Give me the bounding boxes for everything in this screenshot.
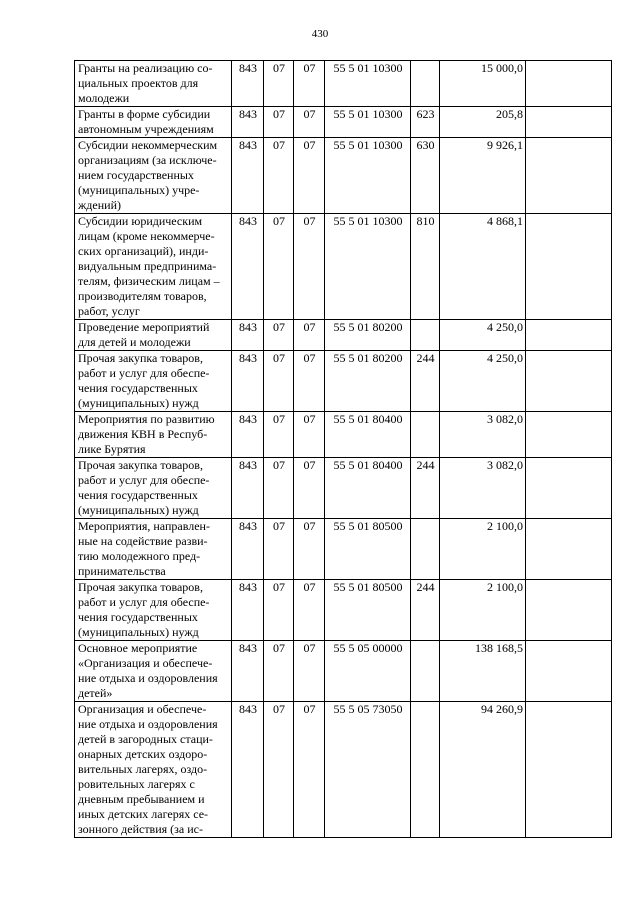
item-name-line: детей» [78,686,113,700]
table-body [75,61,612,838]
extra-cell [526,580,612,641]
target-article-cell: 55 5 05 73050 [325,702,411,838]
amount-cell: 9 926,1 [440,138,526,214]
target-article-cell: 55 5 01 80400 [325,458,411,519]
item-name-line: иных детских лагерях се- [78,807,209,821]
item-name-line: нием государственных [78,168,194,182]
extra-cell [526,320,612,351]
item-name-line: автономным учреждениям [78,122,214,136]
ministry-code-cell: 843 [232,138,264,214]
extra-cell [526,138,612,214]
item-name-line: (муниципальных) нужд [78,625,199,639]
item-name-line: Мероприятия, направлен- [78,519,210,533]
item-name-line: детей в загородных стаци- [78,732,213,746]
item-name-line: Гранты на реализацию со- [78,61,213,75]
extra-cell [526,702,612,838]
ministry-code-cell: 843 [232,61,264,107]
subsection-code-cell: 07 [294,214,325,320]
table-row [75,107,612,138]
item-name-cell [75,458,232,519]
subsection-code-cell: 07 [294,702,325,838]
extra-cell [526,107,612,138]
item-name-line: вительных лагерях, оздо- [78,762,208,776]
extra-cell [526,458,612,519]
ministry-code-cell: 843 [232,580,264,641]
section-code-cell: 07 [264,580,294,641]
subsection-code-cell: 07 [294,61,325,107]
amount-cell: 4 250,0 [440,320,526,351]
expense-type-cell: 630 [411,138,440,214]
item-name-cell [75,107,232,138]
item-name-line: производителям товаров, [78,289,207,303]
expense-type-cell [411,412,440,458]
section-code-cell: 07 [264,351,294,412]
item-name-line: Субсидии некоммерческим [78,138,218,152]
extra-cell [526,412,612,458]
amount-cell: 15 000,0 [440,61,526,107]
target-article-cell: 55 5 01 10300 [325,61,411,107]
expense-type-cell [411,320,440,351]
item-name-line: Прочая закупка товаров, [78,458,203,472]
item-name-line: Основное мероприятие [78,641,198,655]
subsection-code-cell: 07 [294,107,325,138]
section-code-cell: 07 [264,61,294,107]
table-row [75,702,612,838]
item-name-line: зонного действия (за ис- [78,822,203,836]
amount-cell: 138 168,5 [440,641,526,702]
budget-table [74,60,612,838]
item-name-line: ских организаций), инди- [78,244,209,258]
section-code-cell: 07 [264,412,294,458]
expense-type-cell [411,641,440,702]
amount-cell: 2 100,0 [440,580,526,641]
amount-cell: 3 082,0 [440,458,526,519]
amount-cell: 2 100,0 [440,519,526,580]
item-name-line: Гранты в форме субсидии [78,107,211,121]
target-article-cell: 55 5 01 80200 [325,320,411,351]
item-name-line: видуальным предпринима- [78,259,217,273]
expense-type-cell: 623 [411,107,440,138]
item-name-line: для детей и молодежи [78,335,191,349]
item-name-line: тию молодежного пред- [78,549,201,563]
subsection-code-cell: 07 [294,519,325,580]
subsection-code-cell: 07 [294,320,325,351]
item-name-cell [75,412,232,458]
expense-type-cell: 244 [411,351,440,412]
item-name-line: телям, физическим лицам – [78,274,220,288]
extra-cell [526,641,612,702]
item-name-line: Организация и обеспече- [78,702,207,716]
expense-type-cell: 810 [411,214,440,320]
table-row [75,320,612,351]
item-name-line: лицам (кроме некоммерче- [78,229,215,243]
item-name-cell [75,61,232,107]
expense-type-cell [411,61,440,107]
item-name-cell [75,641,232,702]
item-name-line: Субсидии юридическим [78,214,203,228]
item-name-line: «Организация и обеспече- [78,656,213,670]
item-name-line: ждений) [78,198,121,212]
ministry-code-cell: 843 [232,458,264,519]
target-article-cell: 55 5 01 80500 [325,580,411,641]
ministry-code-cell: 843 [232,351,264,412]
item-name-line: Проведение мероприятий [78,320,210,334]
extra-cell [526,61,612,107]
item-name-cell [75,580,232,641]
expense-type-cell: 244 [411,458,440,519]
item-name-line: чения государственных [78,610,198,624]
item-name-line: движения КВН в Респуб- [78,427,208,441]
ministry-code-cell: 843 [232,214,264,320]
subsection-code-cell: 07 [294,412,325,458]
table-row [75,458,612,519]
table-row [75,61,612,107]
amount-cell: 4 250,0 [440,351,526,412]
table-row [75,351,612,412]
subsection-code-cell: 07 [294,351,325,412]
item-name-line: (муниципальных) нужд [78,503,199,517]
item-name-line: дневным пребыванием и [78,792,205,806]
amount-cell: 94 260,9 [440,702,526,838]
item-name-line: организациям (за исключе- [78,153,217,167]
section-code-cell: 07 [264,519,294,580]
target-article-cell: 55 5 01 10300 [325,107,411,138]
section-code-cell: 07 [264,702,294,838]
item-name-line: чения государственных [78,488,198,502]
item-name-line: ные на содействие разви- [78,534,208,548]
ministry-code-cell: 843 [232,107,264,138]
amount-cell: 205,8 [440,107,526,138]
table-row [75,641,612,702]
expense-type-cell [411,519,440,580]
item-name-line: молодежи [78,91,130,105]
item-name-line: принимательства [78,564,166,578]
item-name-line: ние отдыха и оздоровления [78,671,218,685]
subsection-code-cell: 07 [294,458,325,519]
expense-type-cell [411,702,440,838]
item-name-line: онарных детских оздоро- [78,747,208,761]
item-name-line: работ и услуг для обеспе- [78,473,210,487]
item-name-line: лике Бурятия [78,442,146,456]
table-row [75,214,612,320]
item-name-line: работ и услуг для обеспе- [78,366,210,380]
item-name-line: (муниципальных) нужд [78,396,199,410]
ministry-code-cell: 843 [232,702,264,838]
expense-type-cell: 244 [411,580,440,641]
ministry-code-cell: 843 [232,320,264,351]
table-row [75,580,612,641]
amount-cell: 3 082,0 [440,412,526,458]
item-name-cell [75,214,232,320]
ministry-code-cell: 843 [232,412,264,458]
item-name-line: Прочая закупка товаров, [78,580,203,594]
ministry-code-cell: 843 [232,641,264,702]
item-name-line: чения государственных [78,381,198,395]
item-name-line: (муниципальных) учре- [78,183,200,197]
item-name-line: работ и услуг для обеспе- [78,595,210,609]
target-article-cell: 55 5 01 10300 [325,214,411,320]
subsection-code-cell: 07 [294,641,325,702]
item-name-cell [75,138,232,214]
section-code-cell: 07 [264,138,294,214]
item-name-cell [75,702,232,838]
table-row [75,138,612,214]
extra-cell [526,519,612,580]
target-article-cell: 55 5 01 80500 [325,519,411,580]
target-article-cell: 55 5 01 80200 [325,351,411,412]
item-name-line: Мероприятия по развитию [78,412,215,426]
extra-cell [526,351,612,412]
section-code-cell: 07 [264,214,294,320]
section-code-cell: 07 [264,458,294,519]
section-code-cell: 07 [264,107,294,138]
target-article-cell: 55 5 05 00000 [325,641,411,702]
table-row [75,519,612,580]
section-code-cell: 07 [264,641,294,702]
item-name-line: Прочая закупка товаров, [78,351,203,365]
page-number: 430 [311,28,329,40]
item-name-line: ровительных лагерях с [78,777,195,791]
table-row [75,412,612,458]
ministry-code-cell: 843 [232,519,264,580]
item-name-cell [75,519,232,580]
item-name-cell [75,351,232,412]
item-name-line: циальных проектов для [78,76,199,90]
target-article-cell: 55 5 01 10300 [325,138,411,214]
item-name-line: работ, услуг [78,304,140,318]
amount-cell: 4 868,1 [440,214,526,320]
item-name-line: ние отдыха и оздоровления [78,717,218,731]
section-code-cell: 07 [264,320,294,351]
subsection-code-cell: 07 [294,580,325,641]
target-article-cell: 55 5 01 80400 [325,412,411,458]
subsection-code-cell: 07 [294,138,325,214]
extra-cell [526,214,612,320]
item-name-cell [75,320,232,351]
